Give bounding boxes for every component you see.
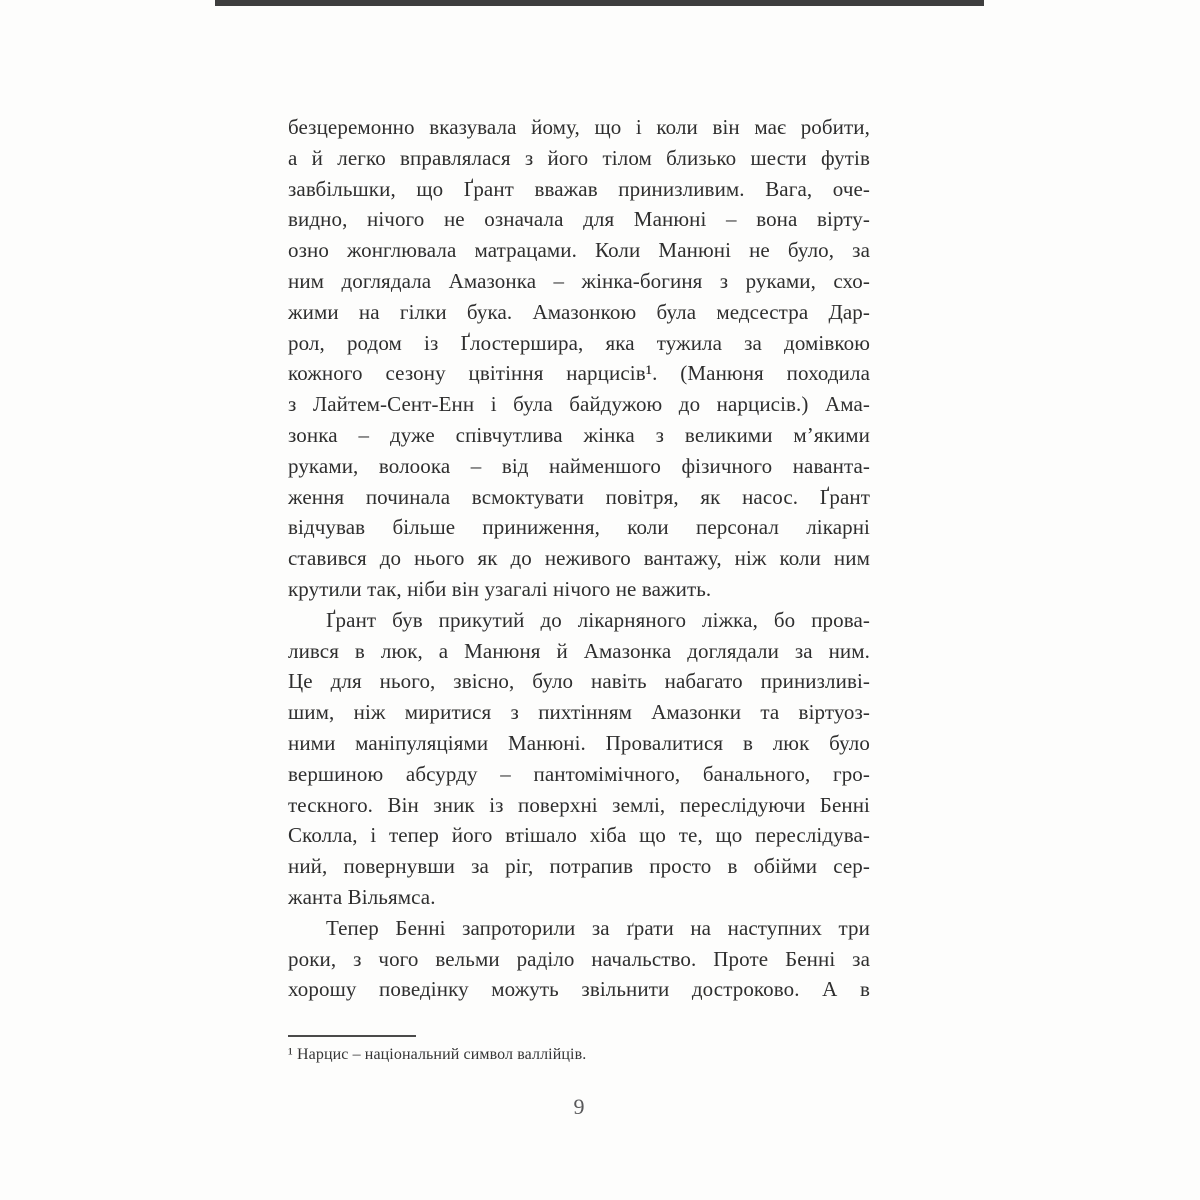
page-number: 9 [573,1094,585,1119]
text-line: лився в люк, а Манюня й Амазонка доглядали за ним. [288,638,870,663]
text-line: а й легко вправлялася з його тілом близько шести футів [288,145,870,170]
text-line: хорошу поведінку можуть звільнити достроково. А в [288,977,870,1002]
text-line: ставився до нього як до неживого вантажу, ніж коли ним [288,546,870,571]
text-line: Ґрант був прикутий до лікарняного ліжка, бо прова- [326,607,870,632]
text-line: кожного сезону цвітіння нарцисів¹. (Манюня походила [288,361,870,386]
text-line: ний, повернувши за ріг, потрапив просто в обійми сер- [288,854,870,879]
footnote-separator [288,1035,416,1037]
text-line: руками, волоока – від найменшого фізичного наванта- [288,453,870,478]
paragraph [288,112,870,605]
paragraph [288,913,870,1005]
footnote-text: ¹ Нарцис – національний символ валлійців. [288,1046,587,1063]
text-line: Тепер Бенні запроторили за ґрати на наступних три [326,915,870,940]
text-line: завбільшки, що Ґрант вважав принизливим. Вага, оче- [288,176,870,201]
text-line: Сколла, і тепер його втішало хіба що те, що переслідува- [288,823,870,848]
body-text [288,112,870,1005]
text-line: ним доглядала Амазонка – жінка-богиня з руками, схо- [288,268,870,293]
text-line: вершиною абсурду – пантомімічного, банального, гро- [288,761,870,786]
text-line: крутили так, ніби він узагалі нічого не важить. [288,576,712,601]
text-line: роки, з чого вельми раділо начальство. Проте Бенні за [288,946,870,971]
text-line: з Лайтем-Сент-Енн і була байдужою до нарцисів.) Ама- [288,392,870,417]
text-line: жанта Вільямса. [288,884,436,909]
text-line: Це для нього, звісно, було навіть набагато принизливі- [288,669,870,694]
text-line: відчував більше приниження, коли персонал лікарні [288,515,870,540]
text-line: жими на гілки бука. Амазонкою була медсестра Дар- [288,299,870,324]
text-line: ження починала всмоктувати повітря, як насос. Ґрант [288,484,870,509]
text-line: тескного. Він зник із поверхні землі, переслідуючи Бенні [288,792,870,817]
text-line: безцеремонно вказувала йому, що і коли він має робити, [288,115,870,139]
text-line: видно, нічого не означала для Манюні – вона вірту- [288,207,870,232]
text-line: озно жонглювала матрацами. Коли Манюні не було, за [288,238,870,263]
text-line: рол, родом із Ґлостершира, яка тужила за домівкою [288,330,870,355]
top-scan-bar [215,0,984,6]
text-line: зонка – дуже співчутлива жінка з великими м’якими [288,422,870,447]
text-line: шим, ніж миритися з пихтінням Амазонки та віртуоз- [288,700,870,725]
paragraph [288,605,870,913]
text-line: ними маніпуляціями Манюні. Провалитися в люк було [288,730,870,755]
